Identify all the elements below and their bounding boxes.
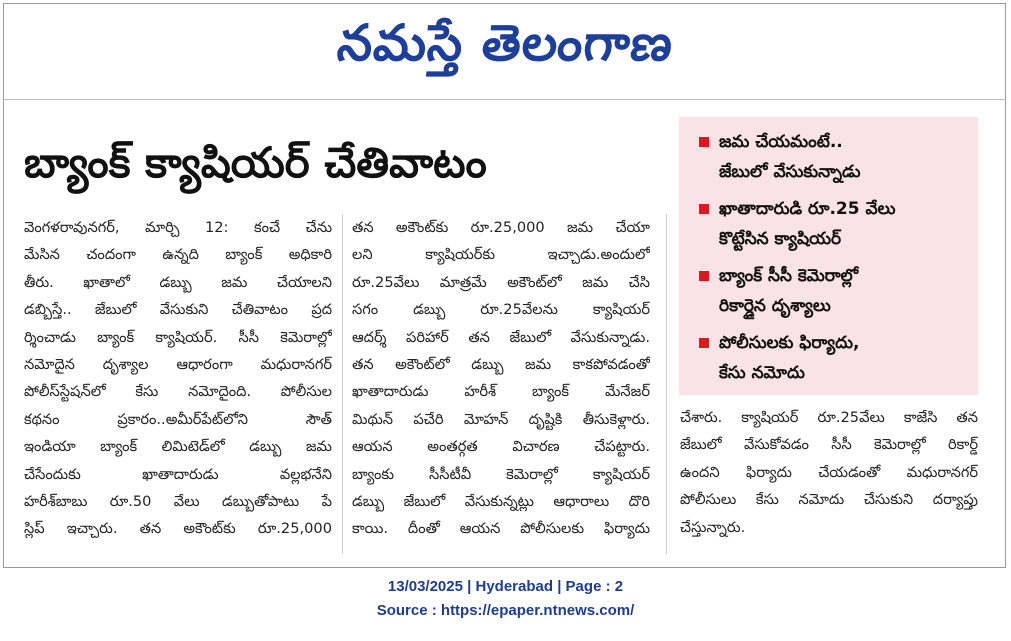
edition-info: 13/03/2025 | Hyderabad | Page : 2 bbox=[387, 578, 624, 595]
highlight-line: కొట్టేసిన క్యాషియర్ bbox=[719, 229, 842, 249]
highlight-line: పోలీసులకు ఫిర్యాదు, bbox=[719, 333, 860, 353]
highlight-item bbox=[699, 328, 969, 388]
highlight-line: రికార్డైన దృశ్యాలు bbox=[719, 296, 831, 316]
article-line: రూ.25వేలు మాత్రమే అకౌంట్‌లో జమ చేసి bbox=[352, 273, 650, 291]
article-line: ఇండియా బ్యాంక్ లిమిటెడ్‌లో డబ్బు జమ bbox=[24, 438, 332, 456]
highlight-item bbox=[699, 194, 969, 254]
article-line: తన అకౌంట్‌లో డబ్బు జమ కాకపోవడంతో bbox=[352, 355, 650, 373]
article-line: ఆదర్శ్ పరిహార్ తన జేబులో వేసుకున్నాడు. bbox=[352, 328, 650, 346]
article-line: చేస్తున్నారు. bbox=[680, 518, 746, 536]
highlights-box bbox=[679, 117, 978, 395]
article-line: ర్శించాడు బ్యాంక్ క్యాషియర్. సీసీ కెమెరాల్లో bbox=[24, 328, 332, 346]
highlight-line: ఖాతాదారుడి రూ.25 వేలు bbox=[719, 199, 896, 219]
article-line: మేసిన చందంగా ఉన్నది బ్యాంక్ అధికారి bbox=[24, 246, 332, 264]
article-line: ఆయన అంతర్గత విచారణ చేపట్టారు. bbox=[352, 438, 650, 456]
highlight-line: కేసు నమోదు bbox=[719, 363, 805, 383]
highlight-item bbox=[699, 127, 969, 187]
article-line: హరీశ్‌బాబు రూ.50 వేలు డబ్బుతోపాటు పే bbox=[24, 492, 332, 510]
highlight-line: జమ చేయమంటే.. bbox=[719, 132, 843, 152]
column-divider bbox=[342, 214, 343, 554]
article-line: పోలీస్‌స్టేషన్‌లో కేసు నమోదైంది. పోలీసుల bbox=[24, 383, 332, 401]
article-column-1 bbox=[24, 214, 332, 543]
article-line: ఖాతాదారుడు హరీశ్ బ్యాంక్ మేనేజర్ bbox=[352, 383, 650, 401]
highlight-line: బ్యాంక్ సీసీ కెమెరాల్లో bbox=[719, 266, 859, 286]
bullet-square-icon bbox=[699, 271, 709, 281]
article-line: ఉందని ఫిర్యాదు చేయడంతో మధురానగర్ bbox=[680, 463, 978, 481]
article-line: తన అకౌంట్‌కు రూ.25,000 జమ చేయా bbox=[352, 219, 650, 236]
article-column-2 bbox=[352, 214, 650, 543]
bullet-square-icon bbox=[699, 338, 709, 348]
article-line: కాయి. దీంతో ఆయన పోలీసులకు ఫిర్యాదు bbox=[352, 520, 650, 538]
highlight-line: జేబులో వేసుకున్నాడు bbox=[719, 162, 861, 182]
article-line: నమోదైన దృశ్యాల ఆధారంగా మధురానగర్ bbox=[24, 355, 332, 373]
article-line: కథనం ప్రకారం..అమీర్‌పేట్‌లోని సౌత్ bbox=[24, 410, 332, 428]
highlight-item bbox=[699, 261, 969, 321]
bullet-square-icon bbox=[699, 137, 709, 147]
column-divider bbox=[666, 214, 667, 554]
article-column-3 bbox=[680, 404, 978, 541]
article-line: చేసేందుకు ఖాతాదారుడు వల్లభనేని bbox=[24, 465, 332, 483]
article-headline: బ్యాంక్ క్యాషియర్ చేతివాటం bbox=[24, 138, 487, 187]
article-line: జేబులో వేసుకోవడం సీసీ కెమెరాల్లో రికార్డ్ bbox=[680, 436, 978, 454]
article-line: సగం డబ్బు రూ.25వేలను క్యాషియర్ bbox=[352, 301, 650, 319]
article-line: చేశారు. క్యాషియర్ రూ.25వేలు కాజేసి తన bbox=[680, 409, 978, 426]
article-line: డబ్బు జేబులో వేసుకున్నట్లు ఆధారాలు దొరి bbox=[352, 492, 650, 510]
newspaper-masthead: నమస్తే తెలంగాణ bbox=[334, 14, 677, 72]
article-line: మిథున్ పచేరి మోహన్ దృష్టికి తీసుకెళ్లారు. bbox=[352, 410, 650, 428]
article-line: పోలీసులు కేసు నమోదు చేసుకుని దర్యాప్తు bbox=[680, 491, 978, 509]
article-line: వెంగళరావునగర్, మార్చి 12: కంచే చేను bbox=[24, 219, 332, 236]
bullet-square-icon bbox=[699, 204, 709, 214]
source-link[interactable]: Source : https://epaper.ntnews.com/ bbox=[376, 602, 635, 619]
article-line: డబ్బిస్తే.. జేబులో వేసుకుని చేతివాటం ప్రద bbox=[24, 301, 332, 319]
article-line: లని క్యాషియర్‌కు ఇచ్చాడు.అందులో bbox=[352, 246, 650, 264]
article-line: బ్యాంకు సీసీటీవీ కెమెరాల్లో క్యాషియర్ bbox=[352, 465, 650, 483]
masthead-divider bbox=[3, 99, 1006, 100]
article-line: స్లిప్ ఇచ్చారు. తన అకౌంట్‌కు రూ.25,000 bbox=[24, 520, 332, 538]
article-line: తీరు. ఖాతాలో డబ్బు జమ చేయాలని bbox=[24, 273, 332, 291]
